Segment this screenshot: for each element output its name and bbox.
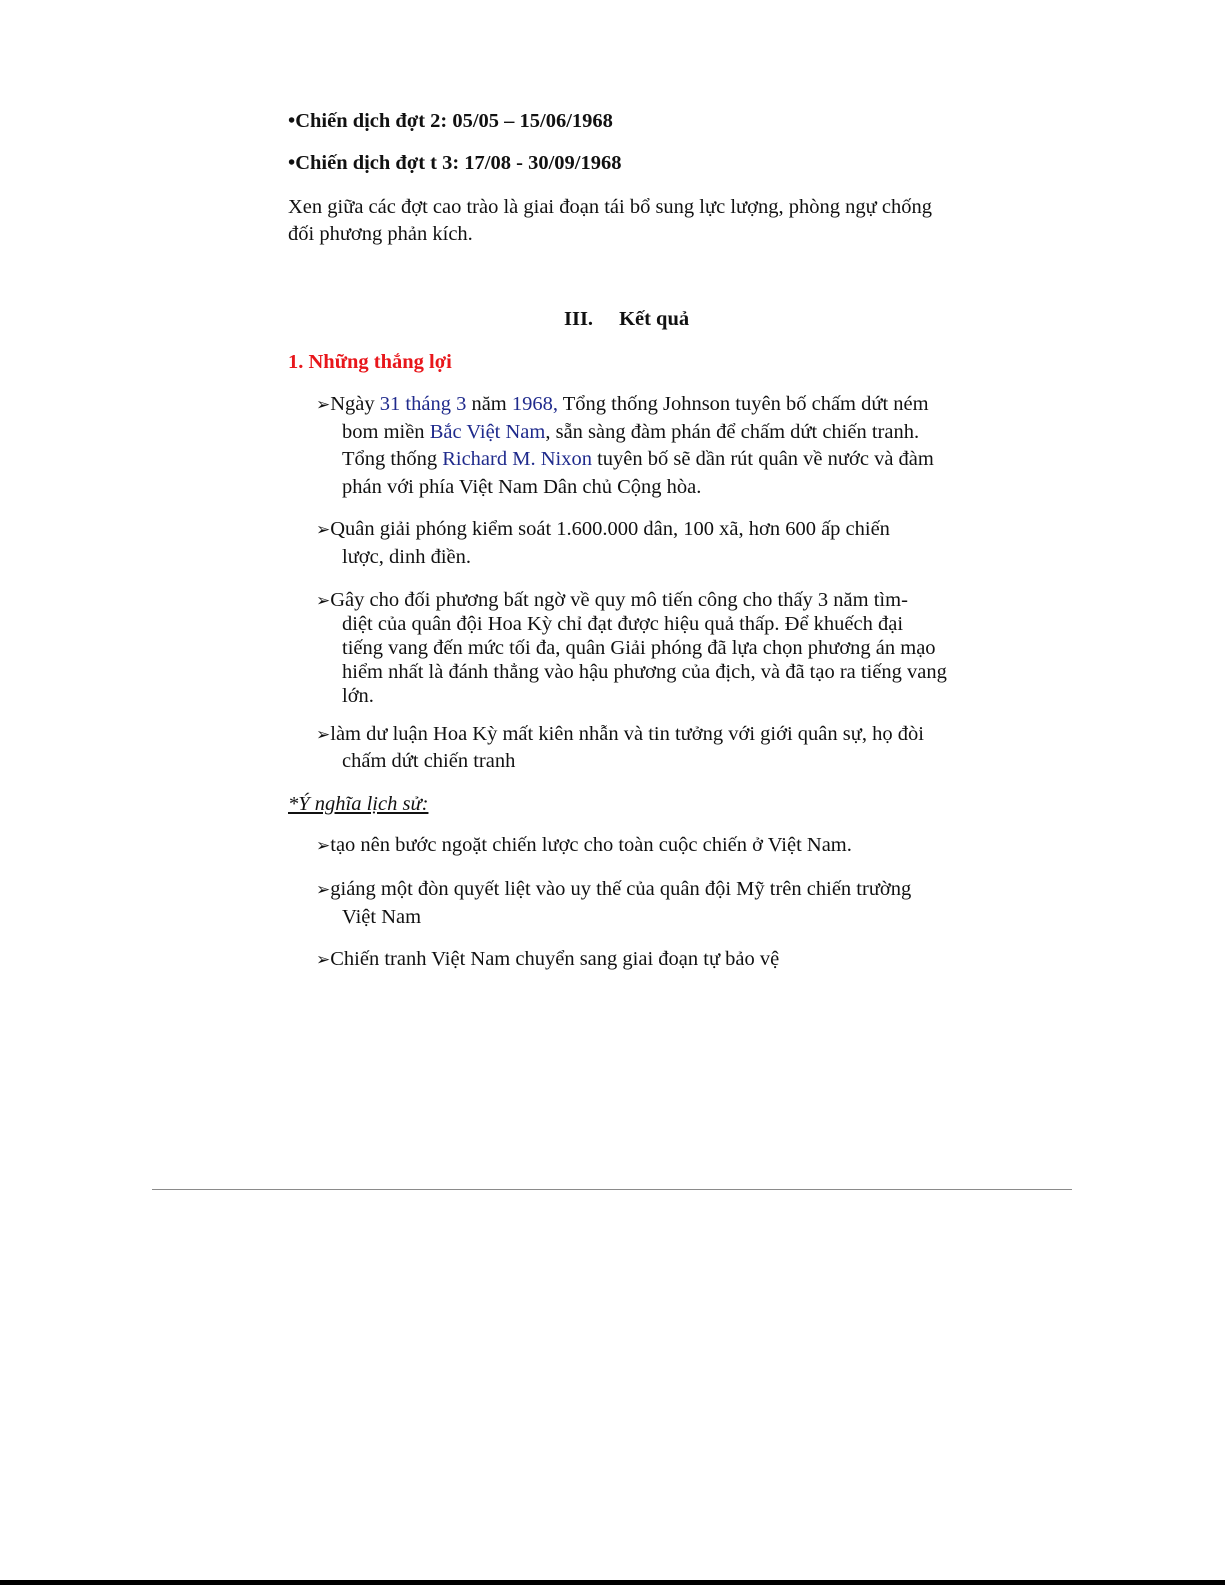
campaign-phase-2: •Chiến dịch đợt 2: 05/05 – 15/06/1968 bbox=[288, 110, 613, 132]
significance-item-2-line-2: Việt Nam bbox=[342, 906, 422, 928]
page-bottom-edge bbox=[0, 1580, 1225, 1585]
bullet-icon: • bbox=[288, 110, 296, 132]
intro-line-1: Xen giữa các đợt cao trào là giai đoạn tái bổ sung lực lượng, phòng ngự chống bbox=[288, 196, 932, 218]
victory-item-1-line-1: ➢Ngày 31 tháng 3 năm 1968, Tổng thống Johnson tuyên bố chấm dứt ném bbox=[316, 393, 929, 415]
arrow-bullet-icon: ➢ bbox=[316, 725, 331, 745]
link-date[interactable]: 31 tháng 3 bbox=[379, 393, 467, 415]
bullet-icon: • bbox=[288, 152, 296, 174]
victory-item-3-line-1: ➢Gây cho đối phương bất ngờ về quy mô tiến công cho thấy 3 năm tìm- bbox=[316, 589, 908, 611]
significance-item-3: ➢Chiến tranh Việt Nam chuyển sang giai đoạn tự bảo vệ bbox=[316, 948, 780, 970]
victory-item-4-line-2: chấm dứt chiến tranh bbox=[342, 750, 516, 772]
victories-heading: 1. Những thắng lợi bbox=[288, 351, 452, 373]
campaign-phase-3: •Chiến dịch đợt t 3: 17/08 - 30/09/1968 bbox=[288, 152, 622, 174]
arrow-bullet-icon: ➢ bbox=[316, 520, 331, 540]
significance-item-2-line-1: ➢giáng một đòn quyết liệt vào uy thế của quân đội Mỹ trên chiến trường bbox=[316, 878, 912, 900]
section-title: Kết quả bbox=[619, 308, 690, 330]
link-nixon[interactable]: Richard M. Nixon bbox=[442, 448, 592, 470]
link-year[interactable]: 1968, bbox=[511, 393, 558, 415]
section-numeral: III. bbox=[564, 308, 594, 330]
victory-item-3-line-2: diệt của quân đội Hoa Kỳ chỉ đạt được hiệu quả thấp. Để khuếch đại bbox=[342, 613, 904, 635]
arrow-bullet-icon: ➢ bbox=[316, 395, 331, 415]
victory-item-4-line-1: ➢làm dư luận Hoa Kỳ mất kiên nhẫn và tin tưởng với giới quân sự, họ đòi bbox=[316, 723, 924, 745]
victory-item-1-line-2: bom miền Bắc Việt Nam, sẵn sàng đàm phán để chấm dứt chiến tranh. bbox=[342, 421, 920, 443]
page-divider bbox=[152, 1189, 1072, 1190]
victory-item-3-line-4: hiểm nhất là đánh thẳng vào hậu phương của địch, và đã tạo ra tiếng vang bbox=[342, 661, 947, 683]
arrow-bullet-icon: ➢ bbox=[316, 950, 331, 970]
section-heading bbox=[564, 309, 689, 330]
arrow-bullet-icon: ➢ bbox=[316, 836, 331, 856]
victory-item-1-line-4: phán với phía Việt Nam Dân chủ Cộng hòa. bbox=[342, 476, 702, 498]
arrow-bullet-icon: ➢ bbox=[316, 880, 331, 900]
significance-item-1: ➢tạo nên bước ngoặt chiến lược cho toàn cuộc chiến ở Việt Nam. bbox=[316, 834, 852, 856]
significance-heading: *Ý nghĩa lịch sử: bbox=[288, 793, 429, 815]
arrow-bullet-icon: ➢ bbox=[316, 591, 331, 611]
victory-item-3-line-5: lớn. bbox=[342, 685, 374, 707]
intro-line-2: đối phương phản kích. bbox=[288, 223, 473, 245]
victory-item-1-line-3: Tổng thống Richard M. Nixon tuyên bố sẽ dần rút quân về nước và đàm bbox=[342, 448, 934, 470]
victory-item-2-line-2: lược, dinh điền. bbox=[342, 546, 471, 568]
victory-item-2-line-1: ➢Quân giải phóng kiểm soát 1.600.000 dân, 100 xã, hơn 600 ấp chiến bbox=[316, 518, 890, 540]
victory-item-3-line-3: tiếng vang đến mức tối đa, quân Giải phóng đã lựa chọn phương án mạo bbox=[342, 637, 936, 659]
link-north-vietnam[interactable]: Bắc Việt Nam bbox=[429, 421, 546, 443]
